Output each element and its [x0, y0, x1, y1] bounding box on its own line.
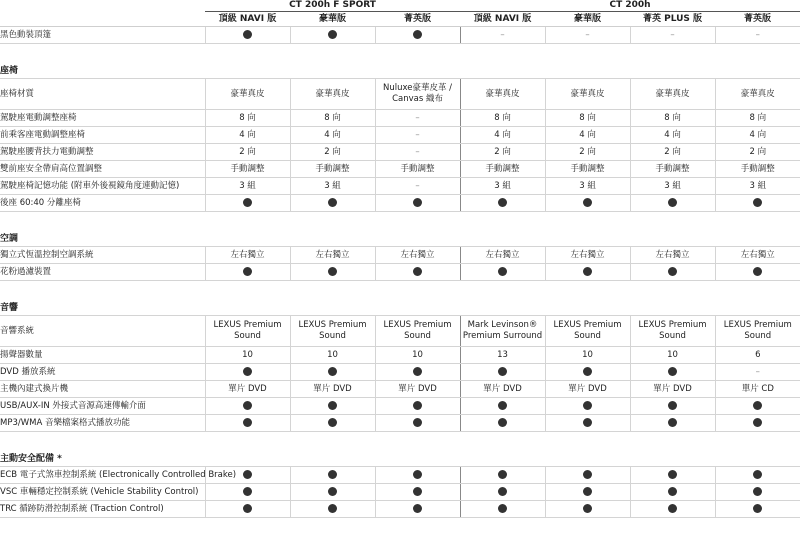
spec-value: 3 組	[630, 178, 715, 195]
spec-value	[375, 501, 460, 518]
standard-equipment-dot-icon	[328, 401, 337, 410]
standard-equipment-dot-icon	[413, 470, 422, 479]
spec-value: 豪華真皮	[290, 79, 375, 110]
spec-value	[630, 195, 715, 212]
standard-equipment-dot-icon	[668, 504, 677, 513]
spec-value	[460, 27, 545, 44]
spec-label: 駕駛座腰背扶力電動調整	[0, 144, 205, 161]
standard-equipment-dot-icon	[583, 367, 592, 376]
spec-value: 8 向	[630, 110, 715, 127]
standard-equipment-dot-icon	[753, 418, 762, 427]
spec-value: 2 向	[715, 144, 800, 161]
spec-value	[630, 484, 715, 501]
spec-value	[545, 467, 630, 484]
spec-value: Mark Levinson® Premium Surround	[460, 316, 545, 347]
section-spacer-cell	[0, 432, 800, 453]
spec-value: 3 組	[460, 178, 545, 195]
standard-equipment-dot-icon	[328, 367, 337, 376]
standard-equipment-dot-icon	[668, 470, 677, 479]
corner-cell	[0, 0, 205, 12]
standard-equipment-dot-icon	[413, 267, 422, 276]
standard-equipment-dot-icon	[328, 30, 337, 39]
spec-value: 10	[375, 347, 460, 364]
spec-value: 左右獨立	[545, 247, 630, 264]
spec-label: 後座 60:40 分離座椅	[0, 195, 205, 212]
standard-equipment-dot-icon	[243, 267, 252, 276]
section-spacer	[0, 281, 800, 302]
standard-equipment-dot-icon	[328, 418, 337, 427]
standard-equipment-dot-icon	[413, 487, 422, 496]
standard-equipment-dot-icon	[583, 470, 592, 479]
standard-equipment-dot-icon	[413, 401, 422, 410]
standard-equipment-dot-icon	[243, 470, 252, 479]
spec-value: 左右獨立	[205, 247, 290, 264]
spec-value	[205, 264, 290, 281]
spec-value	[715, 195, 800, 212]
spec-label: 花粉過濾裝置	[0, 264, 205, 281]
spec-row	[0, 144, 800, 161]
spec-value: 6	[715, 347, 800, 364]
standard-equipment-dot-icon	[413, 30, 422, 39]
standard-equipment-dot-icon	[753, 487, 762, 496]
spec-value: LEXUS Premium Sound	[715, 316, 800, 347]
spec-row	[0, 127, 800, 144]
spec-label: 雙前座安全帶肩高位置調整	[0, 161, 205, 178]
section-spacer-cell	[0, 212, 800, 233]
spec-value	[630, 398, 715, 415]
spec-label: 駕駛座電動調整座椅	[0, 110, 205, 127]
spec-value	[290, 415, 375, 432]
standard-equipment-dot-icon	[498, 198, 507, 207]
spec-row	[0, 316, 800, 347]
spec-value	[375, 178, 460, 195]
variant-name: 豪華版	[290, 12, 375, 27]
spec-value	[545, 264, 630, 281]
spec-row	[0, 110, 800, 127]
spec-value: 豪華真皮	[545, 79, 630, 110]
spec-value	[545, 415, 630, 432]
spec-value	[460, 484, 545, 501]
spec-value	[545, 27, 630, 44]
section-spacer	[0, 44, 800, 65]
standard-equipment-dot-icon	[498, 470, 507, 479]
standard-equipment-dot-icon	[413, 418, 422, 427]
spec-value: LEXUS Premium Sound	[375, 316, 460, 347]
variant-name: 豪華版	[545, 12, 630, 27]
spec-row	[0, 398, 800, 415]
spec-value: 4 向	[715, 127, 800, 144]
spec-value: 2 向	[290, 144, 375, 161]
not-available-dash: –	[415, 180, 420, 191]
spec-value	[290, 398, 375, 415]
standard-equipment-dot-icon	[668, 198, 677, 207]
spec-label: DVD 播放系統	[0, 364, 205, 381]
spec-value	[460, 398, 545, 415]
spec-value	[205, 484, 290, 501]
not-available-dash: –	[415, 129, 420, 140]
standard-equipment-dot-icon	[583, 267, 592, 276]
spec-value	[375, 467, 460, 484]
spec-row	[0, 195, 800, 212]
spec-value: 單片 DVD	[205, 381, 290, 398]
spec-value: 4 向	[205, 127, 290, 144]
spec-value	[290, 27, 375, 44]
spec-value: 左右獨立	[290, 247, 375, 264]
standard-equipment-dot-icon	[243, 198, 252, 207]
model-group-name: CT 200h F SPORT	[205, 0, 460, 12]
not-available-dash: –	[415, 146, 420, 157]
spec-value	[715, 264, 800, 281]
spec-label: 黑色動裝頂篷	[0, 27, 205, 44]
section-spacer-cell	[0, 44, 800, 65]
standard-equipment-dot-icon	[243, 401, 252, 410]
standard-equipment-dot-icon	[243, 367, 252, 376]
spec-value	[545, 195, 630, 212]
spec-value: 豪華真皮	[460, 79, 545, 110]
spec-label: 前乘客座電動調整座椅	[0, 127, 205, 144]
spec-value: 10	[205, 347, 290, 364]
section-title: 主動安全配備 *	[0, 452, 800, 467]
spec-value	[205, 364, 290, 381]
not-available-dash: –	[670, 29, 675, 40]
spec-value: LEXUS Premium Sound	[290, 316, 375, 347]
spec-label: MP3/WMA 音樂檔案格式播放功能	[0, 415, 205, 432]
spec-value: 手動調整	[205, 161, 290, 178]
section-spacer-cell	[0, 281, 800, 302]
spec-value: 單片 DVD	[460, 381, 545, 398]
not-available-dash: –	[500, 29, 505, 40]
spec-value: 4 向	[545, 127, 630, 144]
standard-equipment-dot-icon	[668, 487, 677, 496]
section-title-row	[0, 64, 800, 79]
section-title: 音響	[0, 301, 800, 316]
section-title: 空調	[0, 232, 800, 247]
spec-value: 2 向	[205, 144, 290, 161]
spec-row	[0, 364, 800, 381]
standard-equipment-dot-icon	[583, 198, 592, 207]
spec-value: 單片 DVD	[375, 381, 460, 398]
standard-equipment-dot-icon	[583, 401, 592, 410]
section-title-row	[0, 452, 800, 467]
spec-value	[460, 415, 545, 432]
spec-value	[630, 415, 715, 432]
spec-label: 主機內建式換片機	[0, 381, 205, 398]
spec-label: VSC 車輛穩定控制系統 (Vehicle Stability Control)	[0, 484, 205, 501]
variant-name: 菁英版	[715, 12, 800, 27]
spec-value	[290, 484, 375, 501]
section-spacer	[0, 212, 800, 233]
spec-value	[375, 484, 460, 501]
standard-equipment-dot-icon	[498, 367, 507, 376]
spec-value: 左右獨立	[375, 247, 460, 264]
spec-row	[0, 79, 800, 110]
spec-value	[205, 501, 290, 518]
spec-value: 10	[545, 347, 630, 364]
spec-row	[0, 247, 800, 264]
standard-equipment-dot-icon	[243, 487, 252, 496]
standard-equipment-dot-icon	[243, 504, 252, 513]
spec-value	[715, 398, 800, 415]
corner-cell	[0, 12, 205, 27]
spec-row	[0, 264, 800, 281]
spec-value: 2 向	[630, 144, 715, 161]
spec-value: 手動調整	[460, 161, 545, 178]
section-spacer	[0, 432, 800, 453]
standard-equipment-dot-icon	[413, 198, 422, 207]
not-available-dash: –	[415, 112, 420, 123]
variant-header	[0, 12, 800, 27]
spec-value	[205, 415, 290, 432]
model-group-name: CT 200h	[460, 0, 800, 12]
spec-value: 左右獨立	[630, 247, 715, 264]
spec-value: 手動調整	[290, 161, 375, 178]
spec-value	[630, 27, 715, 44]
spec-value	[630, 501, 715, 518]
spec-value: 左右獨立	[715, 247, 800, 264]
spec-value: 3 組	[715, 178, 800, 195]
standard-equipment-dot-icon	[668, 418, 677, 427]
spec-value: LEXUS Premium Sound	[205, 316, 290, 347]
spec-row	[0, 27, 800, 44]
spec-value	[375, 127, 460, 144]
standard-equipment-dot-icon	[413, 504, 422, 513]
spec-value: 單片 DVD	[630, 381, 715, 398]
spec-value	[375, 364, 460, 381]
standard-equipment-dot-icon	[328, 198, 337, 207]
spec-row	[0, 178, 800, 195]
spec-value	[545, 398, 630, 415]
spec-value	[460, 195, 545, 212]
variant-name: 頂級 NAVI 版	[460, 12, 545, 27]
standard-equipment-dot-icon	[753, 267, 762, 276]
spec-value: 單片 DVD	[545, 381, 630, 398]
spec-value: 10	[290, 347, 375, 364]
spec-value	[715, 501, 800, 518]
spec-value: 8 向	[545, 110, 630, 127]
spec-value: 10	[630, 347, 715, 364]
spec-value: 3 組	[545, 178, 630, 195]
spec-row	[0, 501, 800, 518]
spec-value: 豪華真皮	[205, 79, 290, 110]
spec-value: 2 向	[460, 144, 545, 161]
spec-value	[630, 264, 715, 281]
standard-equipment-dot-icon	[668, 367, 677, 376]
not-available-dash: –	[755, 29, 760, 40]
spec-row	[0, 467, 800, 484]
spec-value: 手動調整	[375, 161, 460, 178]
standard-equipment-dot-icon	[243, 30, 252, 39]
spec-value: 單片 CD	[715, 381, 800, 398]
not-available-dash: –	[755, 366, 760, 377]
spec-value	[715, 415, 800, 432]
spec-row	[0, 347, 800, 364]
standard-equipment-dot-icon	[753, 401, 762, 410]
spec-value	[630, 467, 715, 484]
spec-value	[375, 144, 460, 161]
standard-equipment-dot-icon	[668, 401, 677, 410]
spec-value	[375, 110, 460, 127]
spec-value	[460, 264, 545, 281]
spec-value: Nuluxe豪華皮革 / Canvas 織布	[375, 79, 460, 110]
spec-value: 8 向	[715, 110, 800, 127]
standard-equipment-dot-icon	[753, 198, 762, 207]
spec-value: 手動調整	[715, 161, 800, 178]
variant-name: 頂級 NAVI 版	[205, 12, 290, 27]
section-title-row	[0, 301, 800, 316]
spec-value	[375, 27, 460, 44]
spec-value: 2 向	[545, 144, 630, 161]
standard-equipment-dot-icon	[328, 487, 337, 496]
variant-name: 菁英 PLUS 版	[630, 12, 715, 27]
section-title: 座椅	[0, 64, 800, 79]
spec-value	[290, 264, 375, 281]
spec-value: 8 向	[290, 110, 375, 127]
spec-value: 8 向	[205, 110, 290, 127]
spec-value: LEXUS Premium Sound	[545, 316, 630, 347]
not-available-dash: –	[585, 29, 590, 40]
spec-label: ECB 電子式煞車控制系統 (Electronically Controlled Brake)	[0, 467, 205, 484]
spec-value: 左右獨立	[460, 247, 545, 264]
standard-equipment-dot-icon	[498, 401, 507, 410]
standard-equipment-dot-icon	[498, 267, 507, 276]
model-group-header	[0, 0, 800, 12]
spec-value	[545, 484, 630, 501]
standard-equipment-dot-icon	[668, 267, 677, 276]
spec-value: 豪華真皮	[630, 79, 715, 110]
spec-value	[545, 364, 630, 381]
spec-value	[375, 398, 460, 415]
variant-name: 菁英版	[375, 12, 460, 27]
spec-value	[460, 501, 545, 518]
spec-label: USB/AUX-IN 外接式音源高速傳輸介面	[0, 398, 205, 415]
spec-value	[205, 195, 290, 212]
standard-equipment-dot-icon	[753, 504, 762, 513]
spec-value	[715, 27, 800, 44]
spec-row	[0, 415, 800, 432]
standard-equipment-dot-icon	[583, 418, 592, 427]
spec-value	[375, 264, 460, 281]
standard-equipment-dot-icon	[498, 418, 507, 427]
spec-value: 手動調整	[545, 161, 630, 178]
spec-value: 豪華真皮	[715, 79, 800, 110]
spec-value	[205, 27, 290, 44]
standard-equipment-dot-icon	[498, 504, 507, 513]
spec-value: 3 組	[290, 178, 375, 195]
spec-value: 單片 DVD	[290, 381, 375, 398]
standard-equipment-dot-icon	[753, 470, 762, 479]
spec-value: 4 向	[460, 127, 545, 144]
spec-value: 8 向	[460, 110, 545, 127]
spec-value	[545, 501, 630, 518]
standard-equipment-dot-icon	[413, 367, 422, 376]
spec-value	[290, 195, 375, 212]
spec-value	[715, 364, 800, 381]
spec-value	[375, 195, 460, 212]
spec-value	[460, 364, 545, 381]
spec-value	[290, 501, 375, 518]
standard-equipment-dot-icon	[583, 504, 592, 513]
spec-row	[0, 484, 800, 501]
spec-value	[460, 467, 545, 484]
spec-value	[375, 415, 460, 432]
spec-label: TRC 循跡防滑控制系統 (Traction Control)	[0, 501, 205, 518]
spec-value	[715, 484, 800, 501]
standard-equipment-dot-icon	[328, 504, 337, 513]
spec-value: 3 組	[205, 178, 290, 195]
section-title-row	[0, 232, 800, 247]
spec-value: 13	[460, 347, 545, 364]
standard-equipment-dot-icon	[583, 487, 592, 496]
spec-label: 音響系統	[0, 316, 205, 347]
spec-value	[715, 467, 800, 484]
standard-equipment-dot-icon	[243, 418, 252, 427]
standard-equipment-dot-icon	[498, 487, 507, 496]
spec-value	[290, 364, 375, 381]
spec-value: LEXUS Premium Sound	[630, 316, 715, 347]
spec-value	[630, 364, 715, 381]
spec-value: 手動調整	[630, 161, 715, 178]
spec-label: 駕駛座椅記憶功能 (附車外後視鏡角度連動記憶)	[0, 178, 205, 195]
spec-value	[290, 467, 375, 484]
spec-label: 揚聲器數量	[0, 347, 205, 364]
spec-value	[205, 398, 290, 415]
spec-value: 4 向	[290, 127, 375, 144]
spec-row	[0, 381, 800, 398]
spec-row	[0, 161, 800, 178]
spec-value: 4 向	[630, 127, 715, 144]
standard-equipment-dot-icon	[328, 470, 337, 479]
spec-label: 座椅材質	[0, 79, 205, 110]
spec-label: 獨立式恆溫控制空調系統	[0, 247, 205, 264]
standard-equipment-dot-icon	[328, 267, 337, 276]
